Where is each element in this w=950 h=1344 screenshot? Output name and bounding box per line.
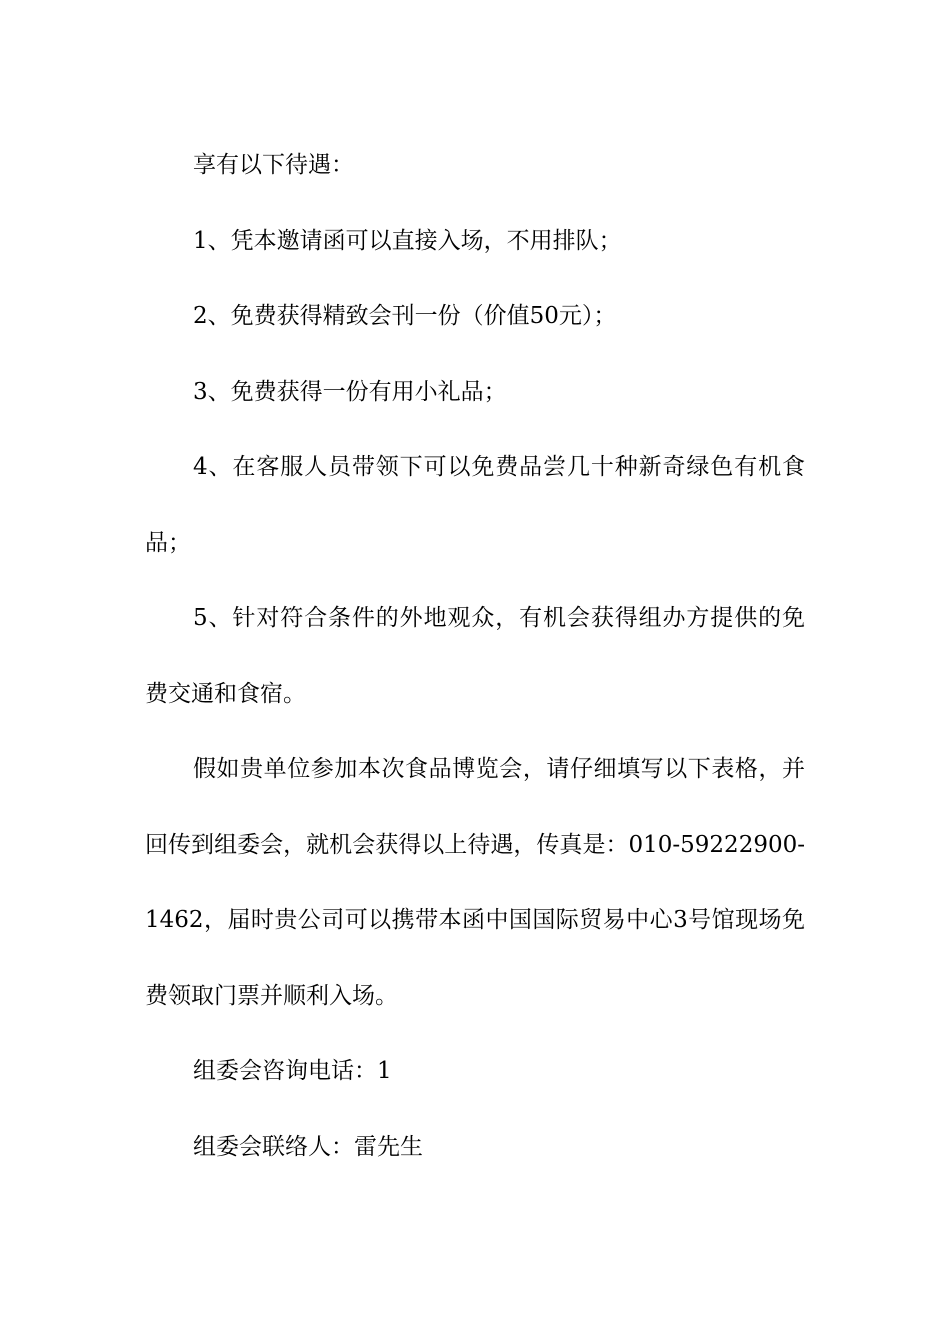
paragraph-contact-person: 组委会联络人：雷先生	[193, 1133, 423, 1160]
paragraph-registration-instructions: 假如贵单位参加本次食品博览会，请仔细填写以下表格，并回传到组委会，就机会获得以上待遇，传真是：010-59222900-1462，届时贵公司可以携带本函中国国际贸易中心3号馆现场免费领取门票并顺利入场。	[145, 756, 805, 1009]
paragraph-benefit-2: 2、免费获得精致会刊一份（价值50元）；	[193, 303, 617, 329]
paragraph-benefit-3: 3、免费获得一份有用小礼品；	[193, 378, 507, 405]
paragraph-benefits-intro: 享有以下待遇：	[193, 152, 354, 178]
paragraph-benefit-5: 5、针对符合条件的外地观众，有机会获得组办方提供的免费交通和食宿。	[145, 605, 805, 707]
paragraph-benefit-1: 1、凭本邀请函可以直接入场，不用排队；	[193, 227, 622, 254]
document-body	[145, 128, 805, 1185]
paragraph-consult-phone: 组委会咨询电话：1	[193, 1058, 392, 1084]
paragraph-benefit-4: 4、在客服人员带领下可以免费品尝几十种新奇绿色有机食品；	[145, 454, 805, 556]
